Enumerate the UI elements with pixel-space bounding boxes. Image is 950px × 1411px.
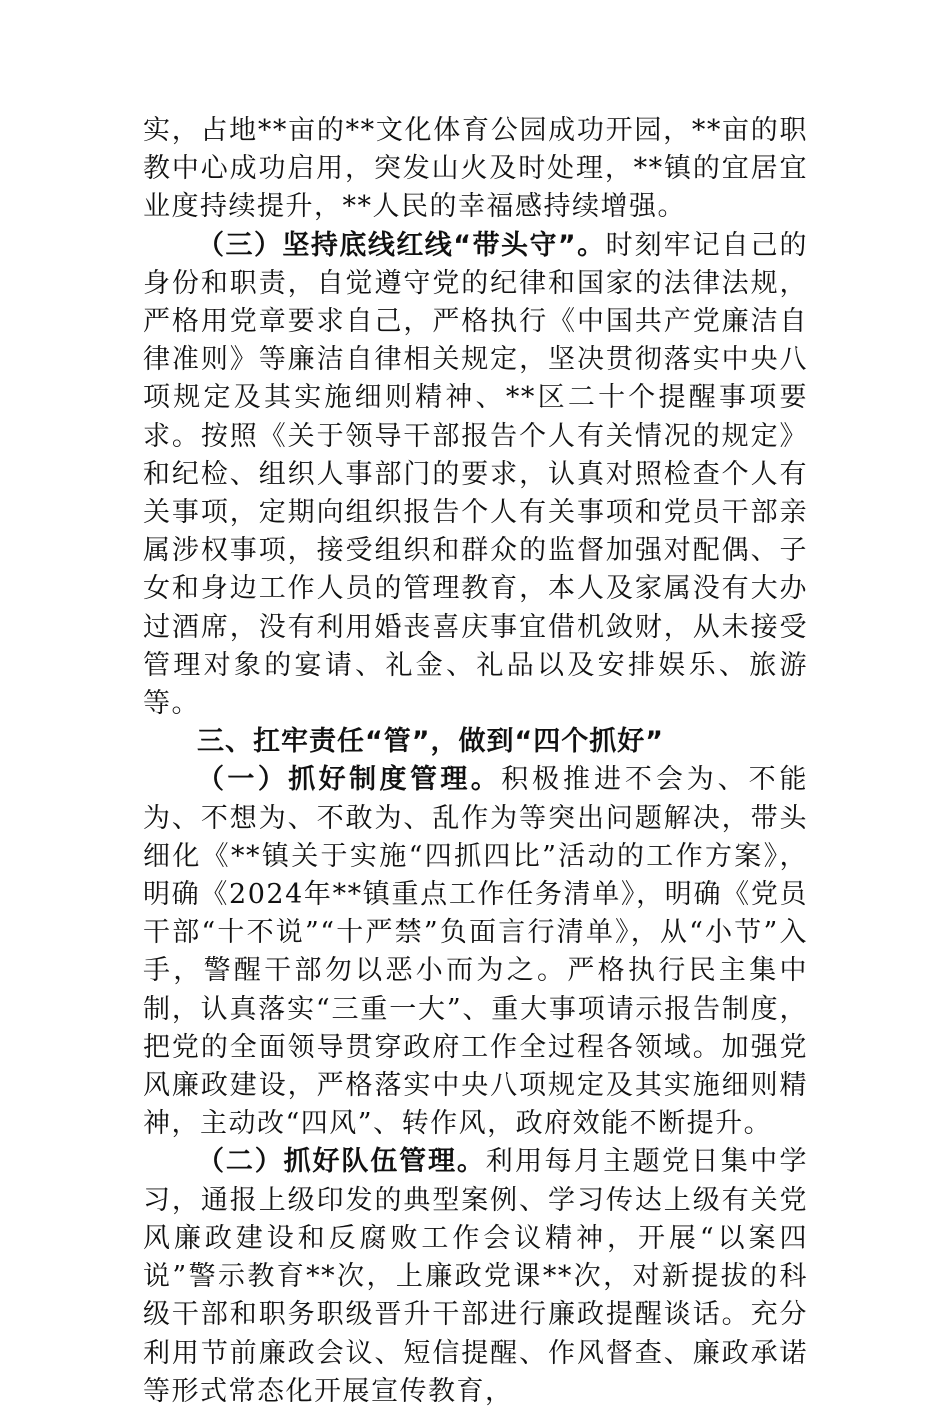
paragraph-text: 利用每月主题党日集中学习，通报上级印发的典型案例、学习传达上级有关党风廉政建设和反腐败工作会议精神，开展“以案四说”警示教育**次，上廉政党课**次，对新提拔的科级干部和职务职级晋升干部进行廉政提醒谈话。充分利用节前廉政会议、短信提醒、作风督查、廉政承诺等形式常态化开展宣传教育， [143, 1146, 808, 1407]
section-lead-title: （一）抓好制度管理。 [197, 764, 502, 796]
paragraph-team-management [143, 1143, 808, 1410]
paragraph-text: 积极推进不会为、不能为、不想为、不敢为、乱作为等突出问题解决，带头细化《**镇关于实施“四抓四比”活动的工作方案》，明确《2024年**镇重点工作任务清单》，明确《党员干部“十不说”“十严禁”负面言行清单》，从“小节”入手，警醒干部勿以恶小而为之。严格执行民主集中制，认真落实“三重一大”、重大事项请示报告制度，把党的全面领导贯穿政府工作全过程各领域。加强党风廉政建设，严格落实中央八项规定及其实施细则精神，主动改“四风”、转作风，政府效能不断提升。 [143, 764, 809, 1140]
document-page [143, 112, 808, 1411]
section-lead-title: （三）坚持底线红线“带头守”。 [197, 229, 606, 261]
paragraph-text: 时刻牢记自己的身份和职责，自觉遵守党的纪律和国家的法律法规，严格用党章要求自己，严格执行《中国共产党廉洁自律准则》等廉洁自律相关规定，坚决贯彻落实中央八项规定及其实施细则精神、**区二十个提醒事项要求。按照《关于领导干部报告个人有关情况的规定》和纪检、组织人事部门的要求，认真对照检查个人有关事项，定期向组织报告个人有关事项和党员干部亲属涉权事项，接受组织和群众的监督加强对配偶、子女和身边工作人员的管理教育，本人及家属没有大办过酒席，没有利用婚丧喜庆事宜借机敛财，从未接受管理对象的宴请、礼金、礼品以及安排娱乐、旅游等。 [143, 229, 808, 720]
paragraph-system-management [143, 761, 808, 1143]
section-lead-title: （二）抓好队伍管理。 [197, 1146, 486, 1178]
paragraph-bottom-line [143, 227, 808, 724]
section-heading: 三、扛牢责任“管”，做到“四个抓好” [197, 726, 664, 758]
paragraph-text: 实，占地**亩的**文化体育公园成功开园，**亩的职教中心成功启用，突发山火及时处理，**镇的宜居宜业度持续提升，**人民的幸福感持续增强。 [143, 115, 808, 223]
paragraph-continuation [143, 112, 808, 227]
